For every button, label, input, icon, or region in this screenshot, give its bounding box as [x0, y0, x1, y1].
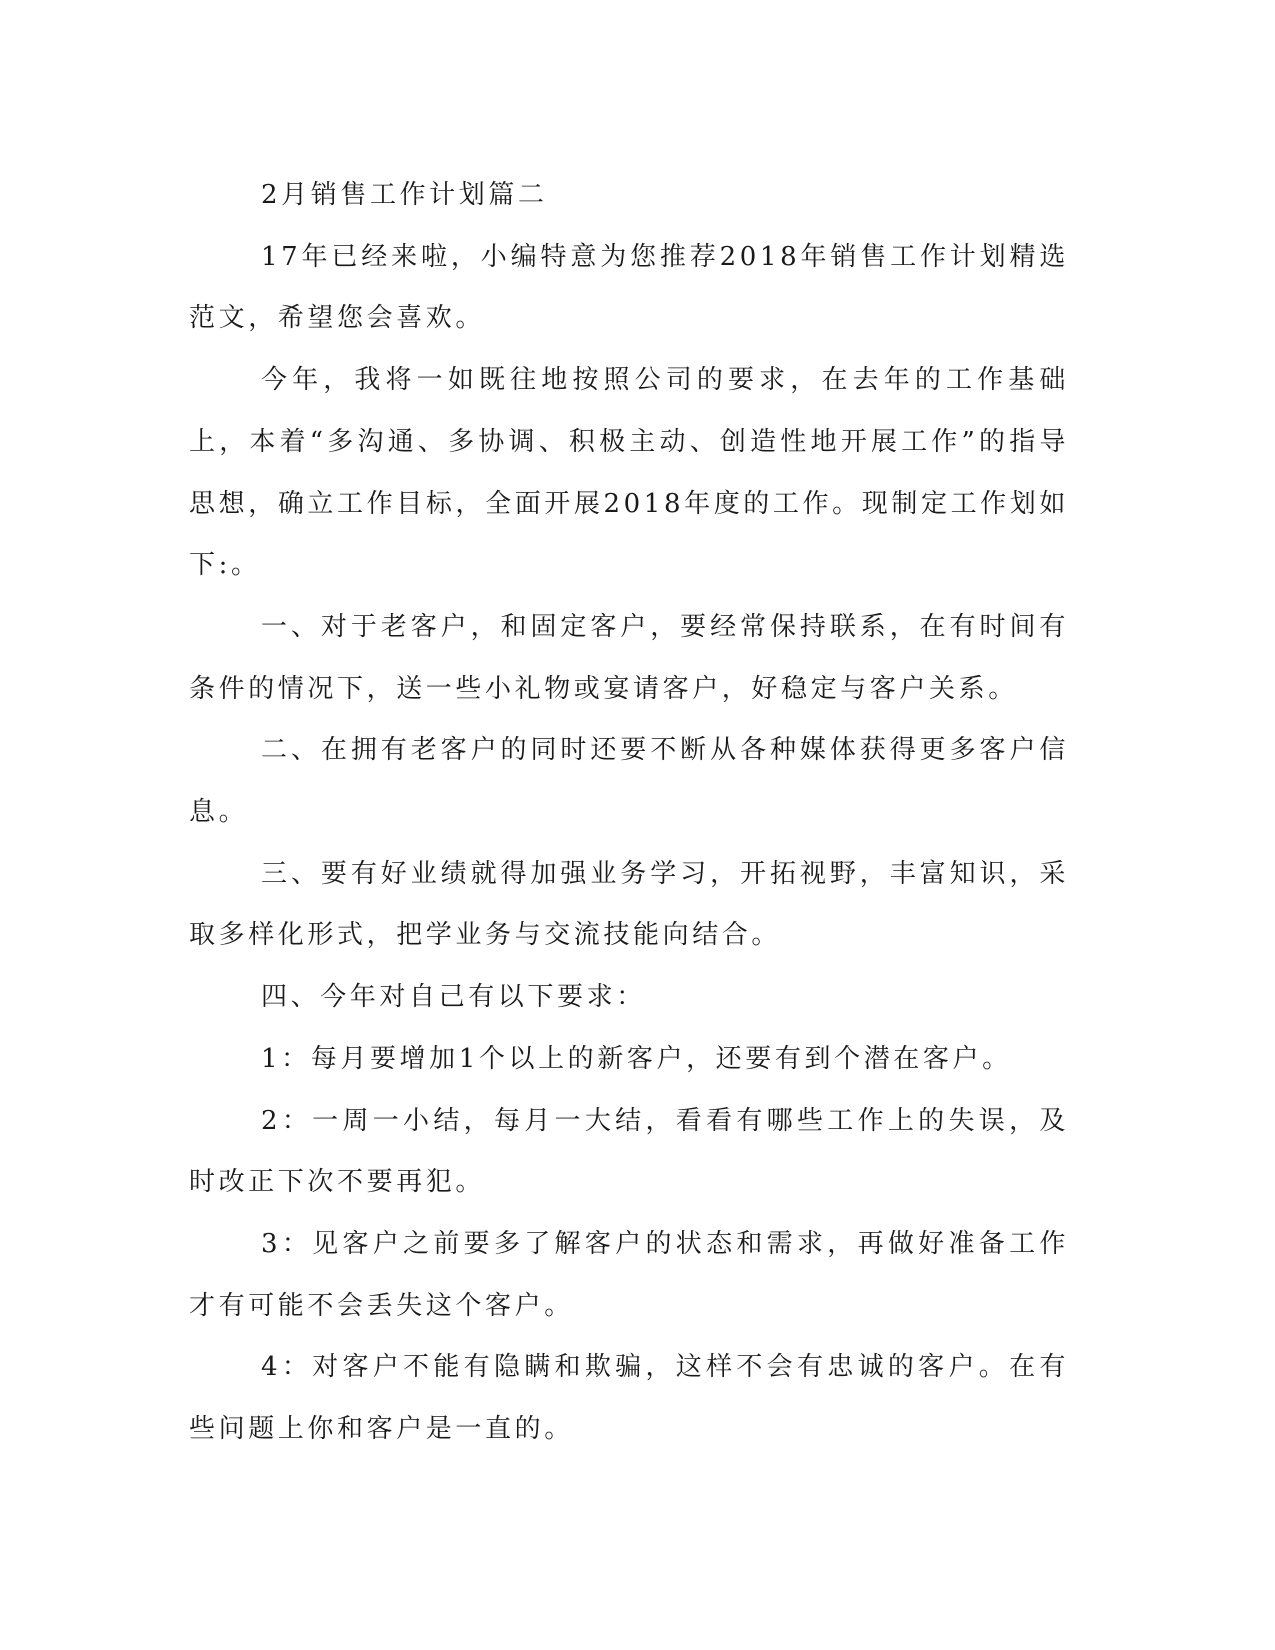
- plan-item-2: 二、在拥有老客户的同时还要不断从各种媒体获得更多客户信息。: [189, 735, 1069, 828]
- plan-item-1: 一、对于老客户，和固定客户，要经常保持联系，在有时间有条件的情况下，送一些小礼物或宴请客户，好稳定与客户关系。: [189, 611, 1069, 704]
- requirement-1: 1：每月要增加1个以上的新客户，还要有到个潜在客户。: [261, 1043, 1012, 1074]
- plan-overview-paragraph: 今年，我将一如既往地按照公司的要求，在去年的工作基础上，本着“多沟通、多协调、积极主动、创造性地开展工作”的指导思想，确立工作目标，全面开展2018年度的工作。现制定工作划如下:。: [189, 365, 1069, 581]
- intro-paragraph: 17年已经来啦，小编特意为您推荐2018年销售工作计划精选范文，希望您会喜欢。: [189, 241, 1069, 334]
- document-body: [189, 165, 1069, 1461]
- requirement-2: 2：一周一小结，每月一大结，看看有哪些工作上的失误，及时改正下次不要再犯。: [189, 1105, 1069, 1198]
- plan-item-3: 三、要有好业绩就得加强业务学习，开拓视野，丰富知识，采取多样化形式，把学业务与交流技能向结合。: [189, 858, 1069, 951]
- section-heading: 2月销售工作计划篇二: [261, 180, 548, 210]
- requirement-4: 4：对客户不能有隐瞒和欺骗，这样不会有忠诚的客户。在有些问题上你和客户是一直的。: [189, 1352, 1069, 1445]
- requirement-3: 3：见客户之前要多了解客户的状态和需求，再做好准备工作才有可能不会丢失这个客户。: [189, 1228, 1069, 1321]
- plan-item-4: 四、今年对自己有以下要求：: [261, 982, 646, 1013]
